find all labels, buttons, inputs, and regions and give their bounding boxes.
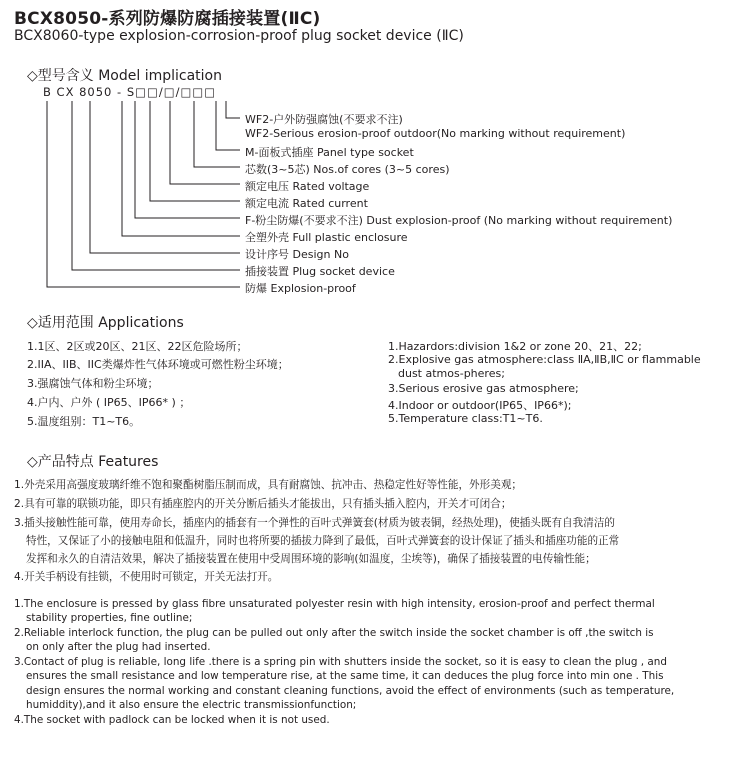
feature-cn-line: 2.具有可靠的联锁功能，即只有插座腔内的开关分断后插头才能拔出，只有插头插入腔内，开关才可闭合； xyxy=(14,498,512,510)
feature-en-line: stability properties, fine outline; xyxy=(26,612,193,624)
application-cn-item: 1.1区、2区或20区、21区、22区危险场所； xyxy=(27,340,248,353)
model-item: M-面板式插座 Panel type socket xyxy=(245,146,414,159)
model-item: 额定电压 Rated voltage xyxy=(245,180,370,193)
feature-cn-line: 4.开关手柄设有挂锁，不使用时可锁定，开关无法打开。 xyxy=(14,571,279,583)
application-cn-item: 4.户内、户外 ( IP65、IP66* ) ； xyxy=(27,396,191,409)
model-item: 插接装置 Plug socket device xyxy=(245,265,395,278)
model-item: F-粉尘防爆(不要求不注) Dust explosion-proof (No marking without requirement) xyxy=(245,214,673,227)
application-cn-item: 3.强腐蚀气体和粉尘环境； xyxy=(27,377,159,390)
application-cn-item: 5.温度组别：T1~T6。 xyxy=(27,415,141,428)
model-item: 设计序号 Design No xyxy=(245,248,349,261)
features-heading: ◇产品特点 Features xyxy=(27,454,159,470)
application-en-item: 1.Hazardors:division 1&2 or zone 20、21、22; xyxy=(388,340,642,353)
model-item: 全塑外壳 Full plastic enclosure xyxy=(245,231,408,244)
feature-cn-line: 发挥和永久的自清洁效果，解决了插接装置在使用中受周围环境的影响(如温度，尘埃等)，确保了插接装置的电传输性能； xyxy=(26,553,596,565)
feature-en-line: on only after the plug had inserted. xyxy=(26,641,211,653)
feature-en-line: 4.The socket with padlock can be locked when it is not used. xyxy=(14,714,330,726)
feature-en-line: 3.Contact of plug is reliable, long life .there is a spring pin with shutters inside the socket, so it is easy to clean the plug , and xyxy=(14,656,667,668)
model-code: B CX 8050 - S□□/□/□□□ xyxy=(43,85,217,99)
application-cn-item: 2.IIA、IIB、IIC类爆炸性气体环境或可燃性粉尘环境； xyxy=(27,358,289,371)
model-item: 额定电流 Rated current xyxy=(245,197,368,210)
feature-en-line: humiddity),and it also ensure the electric transmissionfunction; xyxy=(26,699,357,711)
feature-cn-line: 特性，又保证了小的接触电阻和低温升，同时也将所要的插拔力降到了最低，百叶式弹簧套的设计保证了插头和插座功能的正常 xyxy=(26,535,620,547)
feature-en-line: 1.The enclosure is pressed by glass fibre unsaturated polyester resin with high intensity, erosion-proof and perfect thermal xyxy=(14,598,655,610)
model-item: 芯数(3~5芯) Nos.of cores (3~5 cores) xyxy=(245,163,450,176)
feature-cn-line: 3.插头接触性能可靠，使用寿命长，插座内的插套有一个弹性的百叶式弹簧套(材质为铍表铜，经热处理)，使插头既有自我清洁的 xyxy=(14,517,616,529)
application-en-item: 2.Explosive gas atmosphere:class ⅡA,ⅡB,ⅡC or flammable xyxy=(388,353,701,366)
model-item: WF2-户外防强腐蚀(不要求不注) xyxy=(245,113,403,126)
page-title: BCX8050-系列防爆防腐插接装置(ⅡC) xyxy=(14,9,321,29)
feature-en-line: 2.Reliable interlock function, the plug can be pulled out only after the switch inside the socket chamber is off ,the switch is xyxy=(14,627,654,639)
feature-en-line: design ensures the normal working and constant cleaning functions, avoid the effect of environments (such as temperature, xyxy=(26,685,675,697)
application-en-item: 5.Temperature class:T1~T6. xyxy=(388,412,543,425)
application-en-item: 4.Indoor or outdoor(IP65、IP66*); xyxy=(388,399,572,412)
application-en-item: dust atmos-pheres; xyxy=(398,367,505,380)
model-item: WF2-Serious erosion-proof outdoor(No marking without requirement) xyxy=(245,127,626,140)
application-en-item: 3.Serious erosive gas atmosphere; xyxy=(388,382,579,395)
page-subtitle: BCX8060-type explosion-corrosion-proof plug socket device (ⅡC) xyxy=(14,28,464,44)
applications-heading: ◇适用范围 Applications xyxy=(27,315,184,331)
model-item: 防爆 Explosion-proof xyxy=(245,282,356,295)
model-heading: ◇型号含义 Model implication xyxy=(27,68,222,84)
feature-cn-line: 1.外壳采用高强度玻璃纤维不饱和聚酯树脂压制而成，具有耐腐蚀、抗冲击、热稳定性好等性能，外形美观； xyxy=(14,479,523,491)
feature-en-line: ensures the small resistance and low temperature rise, at the same time, it can deduces the plug force into min one . This xyxy=(26,670,664,682)
